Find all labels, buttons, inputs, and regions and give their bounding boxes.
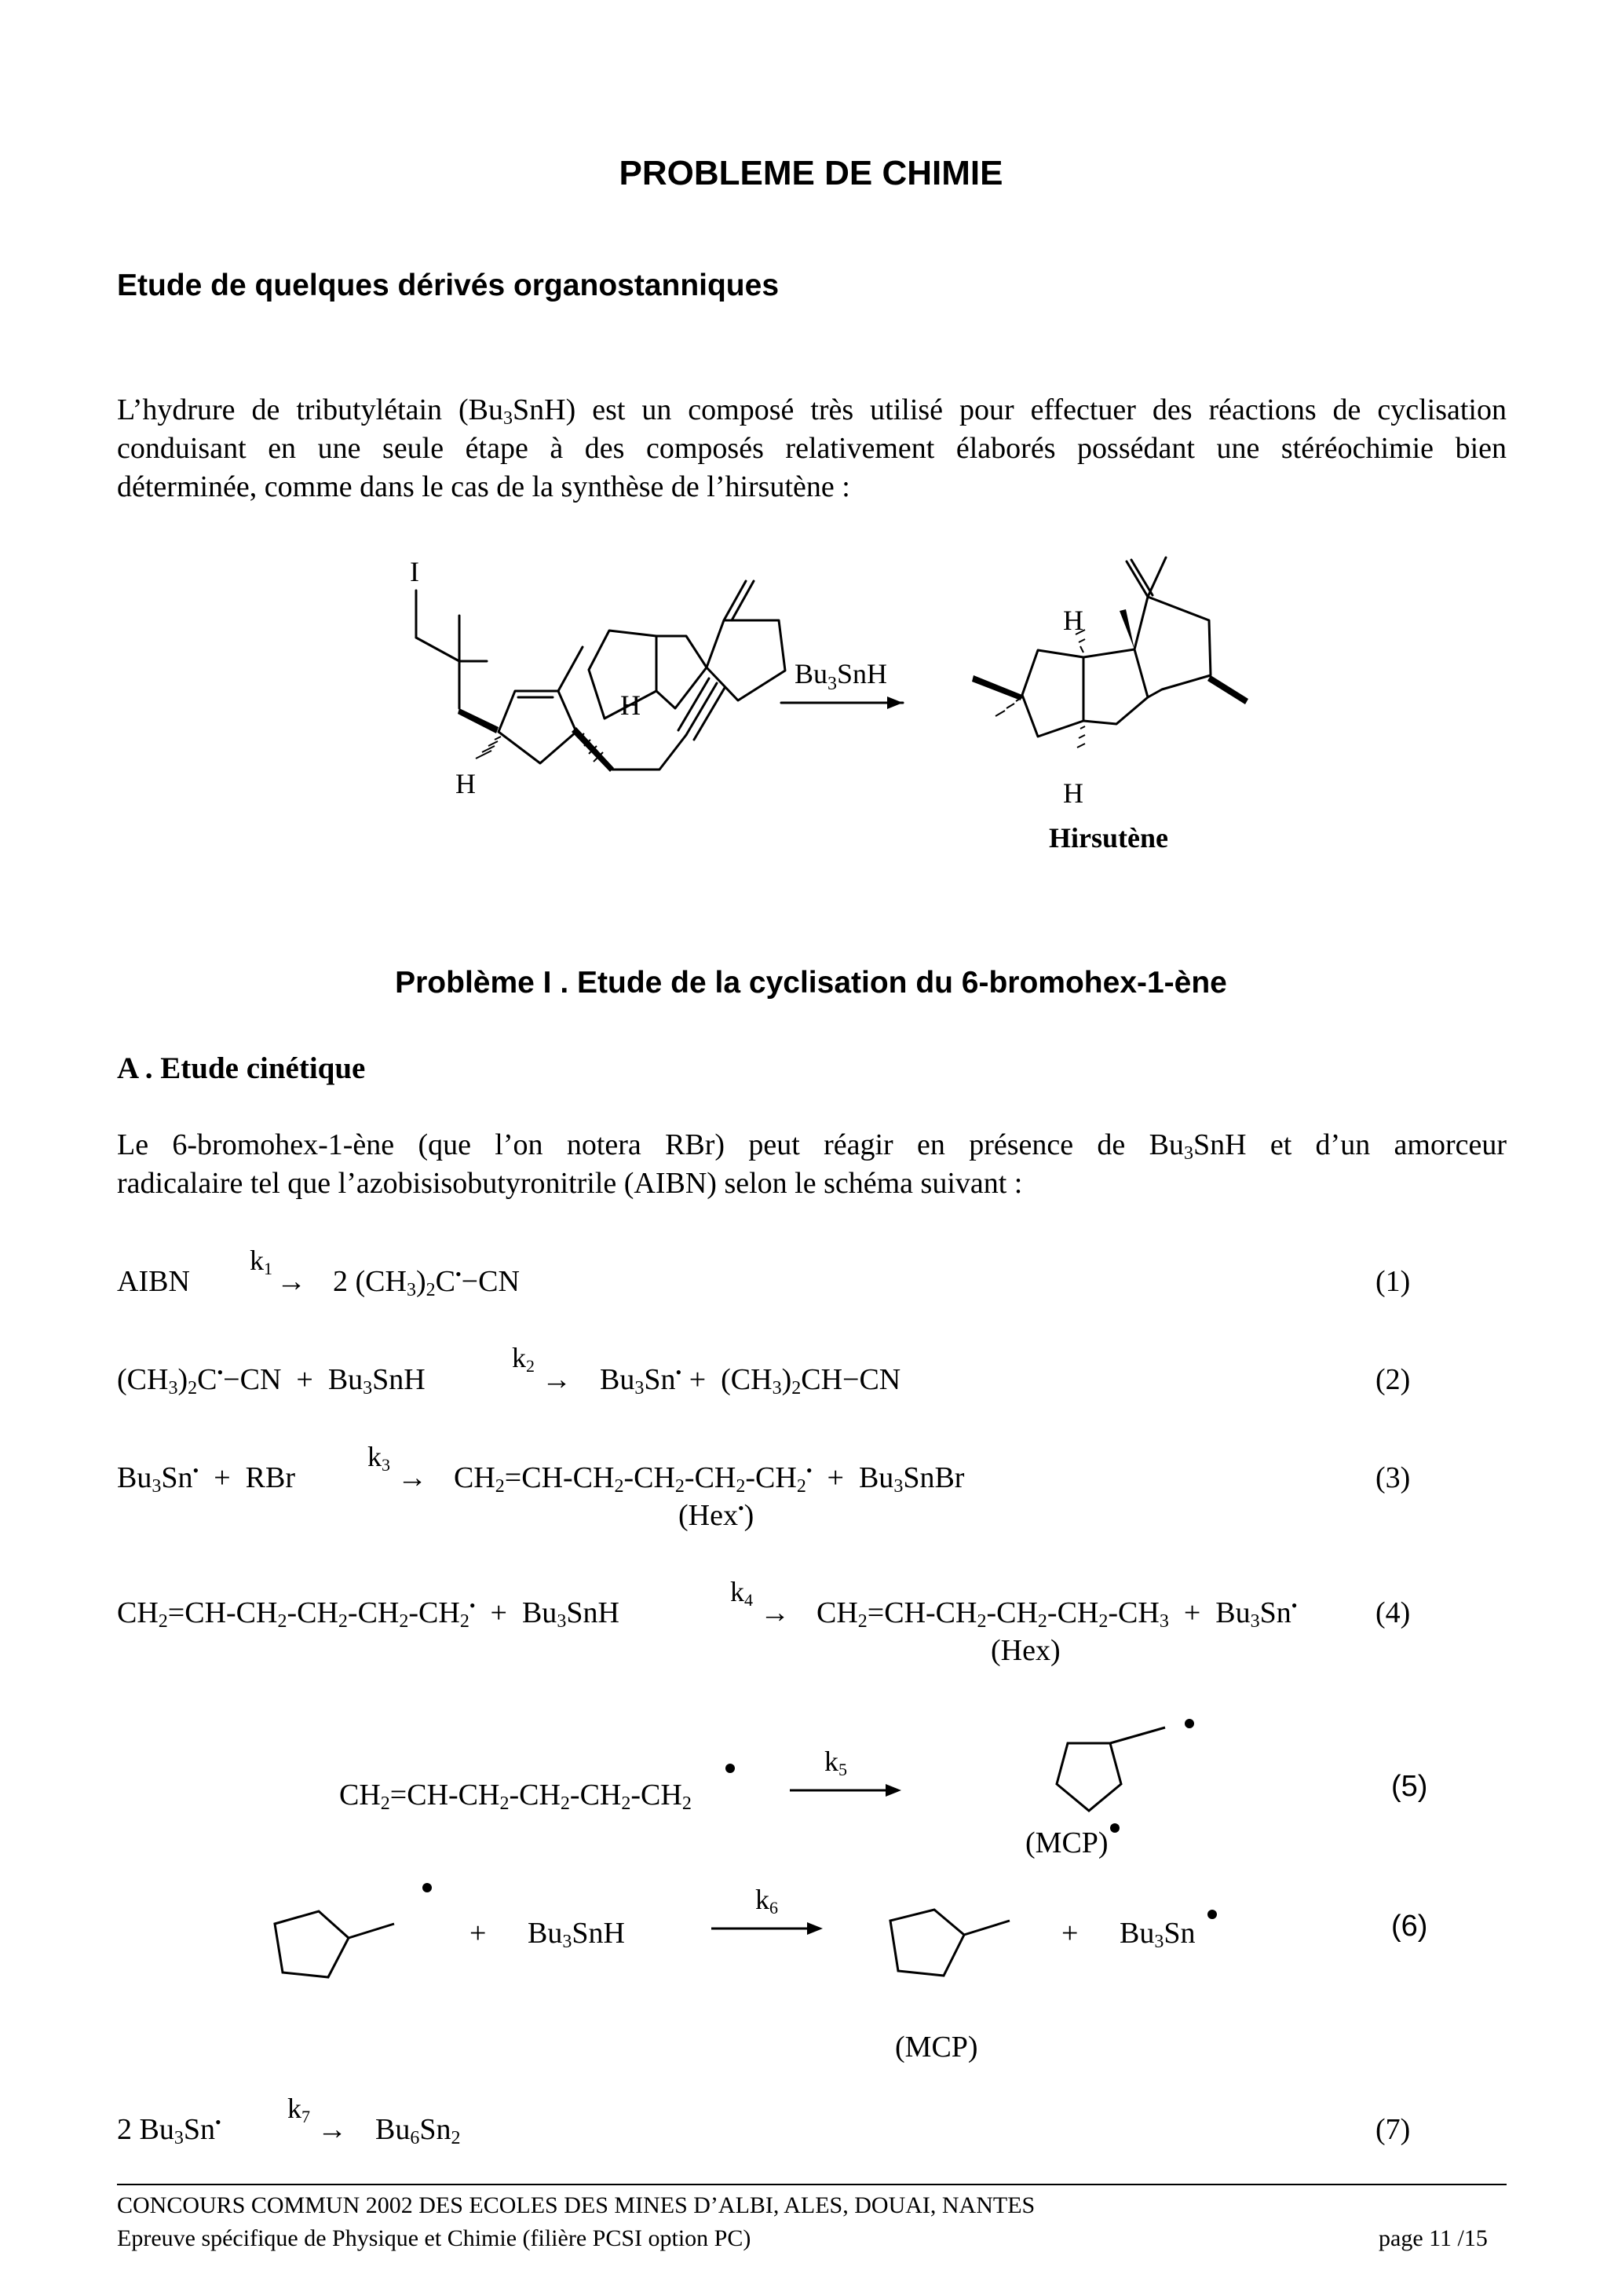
eq3-rate-constant: $k_3$ [367, 1441, 390, 1475]
eq2-number: (2) [1375, 1363, 1411, 1396]
footer-line-1: CONCOURS COMMUN 2002 DES ECOLES DES MINES D’ALBI, ALES, DOUAI, NANTES [117, 2192, 1036, 2218]
eq1-lhs: AIBN [117, 1265, 190, 1298]
eq6-mcp-label: (MCP) [895, 2031, 978, 2064]
eq7-arrow: → [317, 2113, 347, 2146]
eq4-rhs: $CH_2=CH-CH_2-CH_2-CH_2-CH_3 + Bu_3Sn^•$ [816, 1596, 1298, 1632]
eq6-mcp-radical-structure [251, 1869, 448, 1987]
eq1-rate-constant: $k_1$ [250, 1245, 272, 1278]
eq6-plus-2: + [1061, 1917, 1079, 1950]
eq5-number: (5) [1391, 1770, 1428, 1803]
svg-text:H: H [1063, 777, 1083, 809]
page-title: PROBLEME DE CHIMIE [619, 154, 1003, 192]
eq7-lhs: 2 $Bu_3Sn^•$ [117, 2112, 221, 2148]
eq1-number: (1) [1375, 1265, 1411, 1298]
section-heading: Etude de quelques dérivés organostanniques [117, 269, 780, 302]
eq3-hex-radical-label: (Hex•) [678, 1498, 754, 1532]
eq2-arrow: → [542, 1363, 572, 1396]
footer-line-2: Epreuve spécifique de Physique et Chimie (filière PCSI option PC) [117, 2225, 751, 2251]
eq3-arrow: → [397, 1461, 427, 1494]
eq2-rhs: $Bu_3Sn^• + (CH_3)_2CH-CN$ [600, 1362, 901, 1398]
eq5-arrow [788, 1782, 903, 1798]
eq5-mcp-radical-structure [1021, 1712, 1217, 1837]
svg-text:H: H [455, 768, 476, 799]
page-number: page 11 /15 [1379, 2225, 1488, 2251]
eq3-lhs: $Bu_3Sn^•$ + RBr [117, 1461, 295, 1497]
eq2-rate-constant: $k_2$ [512, 1342, 535, 1376]
problem-heading: Problème I . Etude de la cyclisation du 6-bromohex-1-ène [395, 966, 1227, 1000]
eq3-rhs: $CH_2=CH-CH_2-CH_2-CH_2-CH_2^•$ + $Bu_3SnBr$ [454, 1461, 965, 1497]
hirsutene-structure [966, 550, 1264, 864]
svg-text:H: H [1063, 605, 1083, 636]
eq6-number: (6) [1391, 1910, 1428, 1943]
part-a-heading: A . Etude cinétique [117, 1051, 366, 1085]
eq6-plus-1: + [469, 1917, 487, 1950]
eq5-radical-dot [725, 1764, 735, 1773]
eq1-rhs: 2 $(CH_3)_2C^•-CN$ [333, 1264, 520, 1300]
eq4-number: (4) [1375, 1596, 1411, 1629]
eq6-product: $Bu_3Sn$ [1120, 1917, 1196, 1952]
eq4-arrow: → [760, 1596, 790, 1629]
product-name-hirsutene: Hirsutène [1049, 822, 1168, 854]
eq6-reagent: $Bu_3SnH$ [528, 1917, 625, 1952]
svg-text:I: I [410, 556, 419, 587]
eq7-rate-constant: $k_7$ [287, 2093, 310, 2126]
eq5-rate-constant: $k_5$ [824, 1746, 847, 1779]
eq6-mcp-structure [864, 1869, 1052, 1987]
eq4-lhs: $CH_2=CH-CH_2-CH_2-CH_2-CH_2^• + Bu_3SnH$ [117, 1596, 619, 1632]
part-a-paragraph: Le 6-bromohex-1-ène (que l’on notera RBr) peut réagir en présence de $Bu_3SnH$ et d’un amorceur radicalaire tel que l’azobisisobutyronitrile (AIBN) selon le schéma suivant : [117, 1128, 1507, 1200]
eq1-arrow: → [276, 1265, 306, 1298]
eq7-number: (7) [1375, 2113, 1411, 2146]
eq6-rate-constant: $k_6$ [755, 1884, 778, 1918]
eq2-lhs: $(CH_3)_2C^•-CN + Bu_3SnH$ [117, 1362, 426, 1398]
eq6-radical-dot [1207, 1910, 1217, 1919]
eq6-arrow [710, 1921, 824, 1936]
eq5-lhs: $CH_2=CH-CH_2-CH_2-CH_2-CH_2$ [339, 1779, 692, 1814]
eq4-hex-label: (Hex) [991, 1634, 1061, 1667]
intro-paragraph: L’hydrure de tributylétain $(Bu_3SnH)$ est un composé très utilisé pour effectuer des réactions de cyclisation conduisant en une seule étape à des composés relativement élaborés possédant une stéréochimie bien déterminée, comme dans le cas de la synthèse de l’hirsutène : [117, 393, 1507, 503]
eq3-number: (3) [1375, 1461, 1411, 1494]
eq5-mcp-label: (MCP) [1025, 1826, 1109, 1859]
eq7-rhs: $Bu_6Sn_2$ [375, 2113, 461, 2148]
svg-text:Bu3SnH: $Bu_3SnH$ [795, 658, 888, 694]
svg-text:H: H [620, 689, 641, 721]
eq4-rate-constant: $k_4$ [730, 1576, 753, 1610]
footer-divider [117, 2184, 1507, 2185]
